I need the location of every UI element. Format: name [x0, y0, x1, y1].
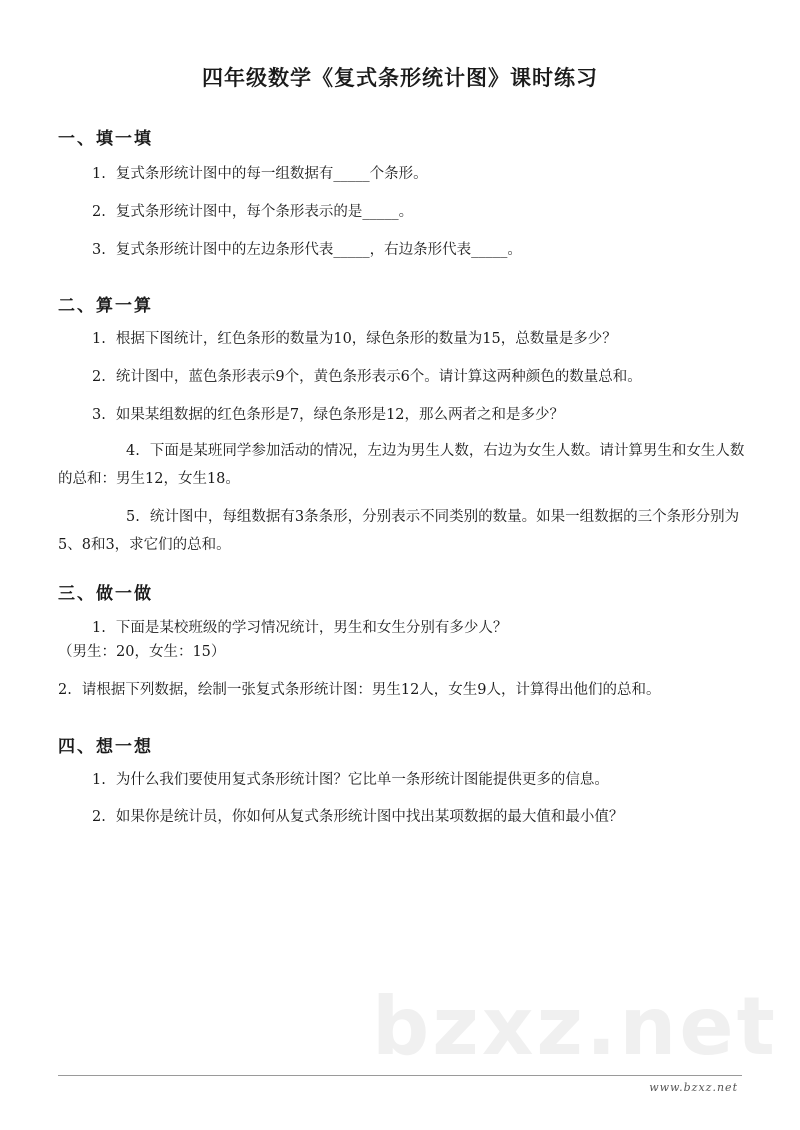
question-2-1	[92, 330, 617, 348]
question-number: 2.	[92, 204, 106, 220]
section-heading-calculate: 二、算一算	[58, 296, 153, 316]
footer-url: www.bzxz.net	[649, 1081, 738, 1094]
question-2-5	[58, 503, 748, 559]
question-4-2	[92, 808, 623, 826]
footer-divider	[58, 1075, 742, 1076]
question-number: 2.	[92, 369, 106, 385]
question-number: 3.	[92, 407, 106, 423]
question-text: 统计图中，蓝色条形表示9个，黄色条形表示6个。请计算这两种颜色的数量总和。	[115, 369, 642, 385]
question-number: 1.	[92, 620, 106, 636]
question-text: 下面是某班同学参加活动的情况，左边为男生人数，右边为女生人数。请计算男生和女生人数的总和：男生12，女生18。	[58, 443, 745, 487]
question-text: 请根据下列数据，绘制一张复式条形统计图：男生12人，女生9人，计算得出他们的总和。	[81, 682, 661, 698]
question-text: 为什么我们要使用复式条形统计图？它比单一条形统计图能提供更多的信息。	[115, 772, 609, 788]
question-number: 4.	[126, 443, 140, 459]
page-title: 四年级数学《复式条形统计图》课时练习	[202, 66, 598, 90]
question-text: 复式条形统计图中的左边条形代表_____，右边条形代表_____。	[115, 242, 522, 258]
question-number: 2.	[92, 809, 106, 825]
question-2-3	[92, 406, 564, 424]
question-text: 根据下图统计，红色条形的数量为10，绿色条形的数量为15，总数量是多少？	[115, 331, 617, 347]
question-3-1-note: （男生：20，女生：15）	[58, 644, 226, 660]
section-heading-practice: 三、做一做	[58, 584, 153, 604]
question-1-3	[92, 241, 522, 259]
question-number: 2.	[58, 682, 72, 698]
question-text: 如果你是统计员，你如何从复式条形统计图中找出某项数据的最大值和最小值？	[115, 809, 624, 825]
question-text: 下面是某校班级的学习情况统计，男生和女生分别有多少人？	[115, 620, 508, 636]
section-heading-fill-in: 一、填一填	[58, 129, 153, 149]
question-2-4	[58, 437, 748, 493]
question-1-2	[92, 203, 413, 221]
question-2-2	[92, 368, 642, 386]
question-3-2	[58, 681, 661, 699]
question-number: 1.	[92, 166, 106, 182]
question-number: 1.	[92, 331, 106, 347]
question-number: 5.	[126, 509, 140, 525]
section-heading-think: 四、想一想	[58, 737, 153, 757]
question-number: 1.	[92, 772, 106, 788]
question-text: 复式条形统计图中，每个条形表示的是_____。	[115, 204, 414, 220]
question-3-1	[92, 619, 507, 637]
question-text: 如果某组数据的红色条形是7，绿色条形是12，那么两者之和是多少？	[115, 407, 565, 423]
watermark: bzxz.net	[372, 980, 778, 1073]
question-4-1	[92, 771, 609, 789]
question-number: 3.	[92, 242, 106, 258]
question-text: 复式条形统计图中的每一组数据有_____个条形。	[115, 166, 428, 182]
question-1-1	[92, 165, 428, 183]
question-text: 统计图中，每组数据有3条条形，分别表示不同类别的数量。如果一组数据的三个条形分别为5、8和3，求它们的总和。	[58, 509, 740, 553]
